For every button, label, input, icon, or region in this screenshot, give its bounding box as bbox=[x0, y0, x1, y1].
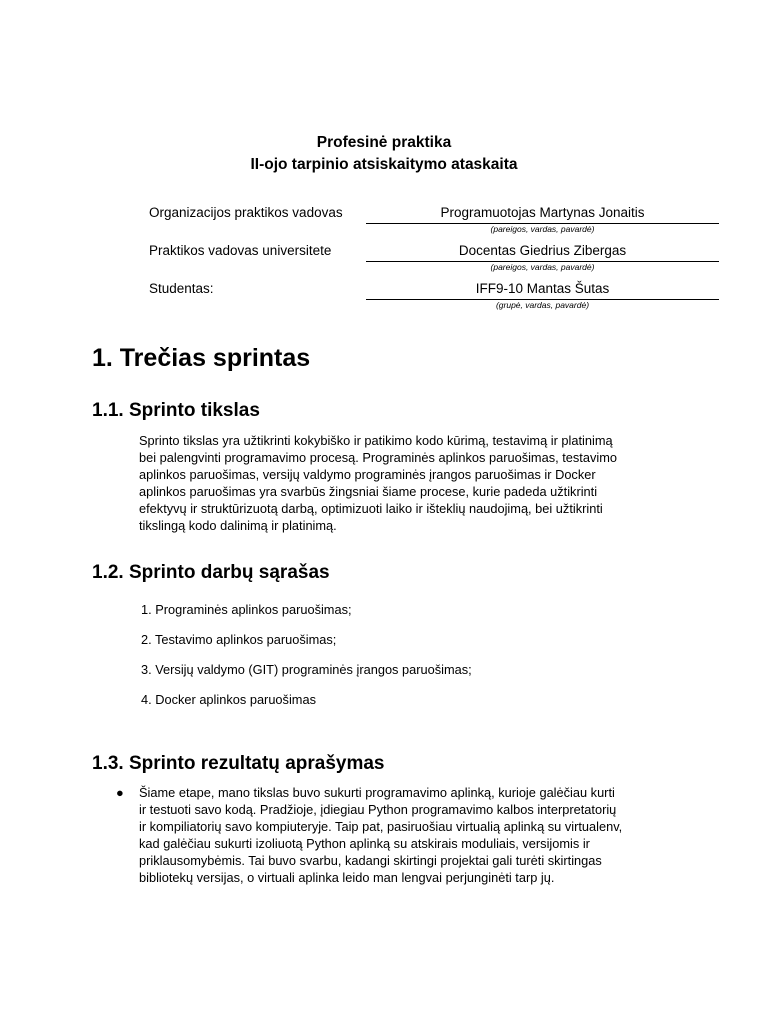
section-1-3-heading: 1.3. Sprinto rezultatų aprašymas bbox=[92, 753, 385, 774]
section-1-1-heading: 1.1. Sprinto tikslas bbox=[92, 400, 260, 421]
signature-value: Docentas Giedrius Zibergas bbox=[366, 242, 719, 262]
section-1-2-heading: 1.2. Sprinto darbų sąrašas bbox=[92, 562, 330, 583]
signature-row-org-supervisor bbox=[149, 204, 719, 242]
signature-table bbox=[149, 204, 719, 318]
paragraph-line: aplinkos paruošimas, versijų valdymo programinės įrangos paruošimas ir Docker bbox=[139, 467, 596, 482]
list-item: 2. Testavimo aplinkos paruošimas; bbox=[141, 632, 337, 647]
paragraph-line: Šiame etape, mano tikslas buvo sukurti programavimo aplinką, kurioje galėčiau kurti bbox=[139, 785, 615, 800]
paragraph-line: efektyvų ir struktūrizuotą darbą, optimizuoti laiko ir išteklių naudojimą, bei užtikrinti bbox=[139, 501, 603, 516]
report-title bbox=[0, 132, 768, 176]
signature-hint: (grupė, vardas, pavardė) bbox=[495, 300, 590, 310]
signature-label: Organizacijos praktikos vadovas bbox=[149, 205, 343, 220]
title-line-2: II-ojo tarpinio atsiskaitymo ataskaita bbox=[250, 156, 518, 173]
signature-label: Praktikos vadovas universitete bbox=[149, 243, 332, 258]
paragraph-line: priklausomybėmis. Tai buvo svarbu, kadangi skirtingi projektai gali turėti skirtingas bbox=[139, 853, 602, 868]
paragraph-line: tikslingą kodo dalinimą ir platinimą. bbox=[139, 518, 337, 533]
list-item: 1. Programinės aplinkos paruošimas; bbox=[141, 602, 352, 617]
signature-hint: (pareigos, vardas, pavardė) bbox=[490, 224, 595, 234]
list-item: 4. Docker aplinkos paruošimas bbox=[141, 692, 316, 707]
paragraph-line: bei palengvinti programavimo procesą. Programinės aplinkos paruošimas, testavimo bbox=[139, 450, 617, 465]
title-line-1: Profesinė praktika bbox=[316, 134, 452, 151]
paragraph-line: bibliotekų versijas, o virtuali aplinka leido man lengvai perjunginėti tarp jų. bbox=[139, 870, 555, 885]
signature-hint: (pareigos, vardas, pavardė) bbox=[490, 262, 595, 272]
paragraph-line: ir kompiliatorių savo kompiuteryje. Taip pat, pasiruošiau virtualią aplinką su virtualenv, bbox=[139, 819, 623, 834]
signature-value: IFF9-10 Mantas Šutas bbox=[366, 280, 719, 300]
paragraph-line: Sprinto tikslas yra užtikrinti kokybiško ir patikimo kodo kūrimą, testavimą ir platinimą bbox=[139, 433, 613, 448]
signature-label: Studentas: bbox=[149, 281, 214, 296]
paragraph-line: ir testuoti savo kodą. Pradžioje, įdiegiau Python programavimo kalbos interpretatorių bbox=[139, 802, 617, 817]
section-1-heading: 1. Trečias sprintas bbox=[92, 344, 311, 372]
paragraph-line: kad galėčiau sukurti izoliuotą Python aplinką su atskirais moduliais, versijomis ir bbox=[139, 836, 590, 851]
signature-value: Programuotojas Martynas Jonaitis bbox=[366, 204, 719, 224]
signature-row-uni-supervisor bbox=[149, 242, 719, 280]
paragraph-line: aplinkos paruošimas yra svarbūs žingsniai šiame procese, kurie padeda užtikrinti bbox=[139, 484, 598, 499]
signature-row-student bbox=[149, 280, 719, 318]
bullet-icon: ● bbox=[116, 785, 124, 800]
list-item: 3. Versijų valdymo (GIT) programinės įrangos paruošimas; bbox=[141, 662, 472, 677]
